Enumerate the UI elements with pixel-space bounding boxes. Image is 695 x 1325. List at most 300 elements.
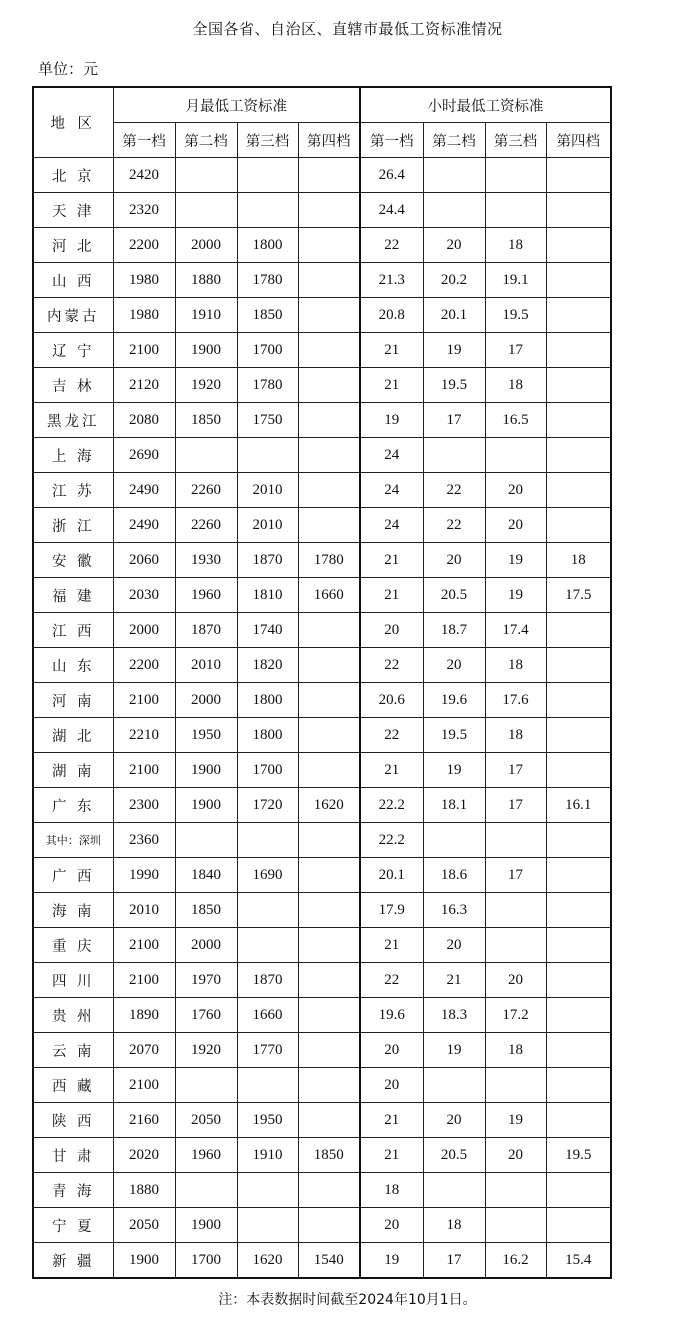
hourly-tier-3-cell — [485, 193, 546, 228]
hourly-tier-4-cell — [546, 1208, 611, 1243]
table-row — [33, 263, 611, 298]
hourly-tier-3-cell — [485, 438, 546, 473]
region-cell: 辽 宁 — [33, 333, 113, 368]
monthly-tier-1-cell: 2690 — [113, 438, 175, 473]
hourly-tier-2-cell: 18 — [423, 1208, 485, 1243]
table-row — [33, 823, 611, 858]
region-cell: 北 京 — [33, 158, 113, 193]
hourly-tier-3-cell: 17 — [485, 333, 546, 368]
monthly-tier-4-cell — [298, 858, 360, 893]
region-cell: 广 东 — [33, 788, 113, 823]
monthly-tier-2-cell: 1920 — [175, 368, 237, 403]
hourly-tier-1-cell: 19 — [360, 1243, 423, 1279]
monthly-tier-3-cell — [237, 1068, 298, 1103]
monthly-tier-3-cell: 1660 — [237, 998, 298, 1033]
monthly-tier-3-cell — [237, 158, 298, 193]
hourly-tier-4-cell — [546, 158, 611, 193]
monthly-tier-3-cell: 1850 — [237, 298, 298, 333]
hourly-tier-3-cell: 19.1 — [485, 263, 546, 298]
monthly-tier-1-cell: 2100 — [113, 963, 175, 998]
hourly-tier-1-cell: 20 — [360, 1033, 423, 1068]
hourly-tier-1-cell: 17.9 — [360, 893, 423, 928]
hourly-tier-4-cell — [546, 963, 611, 998]
table-row — [33, 753, 611, 788]
hourly-tier-2-cell — [423, 1173, 485, 1208]
region-cell: 青 海 — [33, 1173, 113, 1208]
monthly-tier-1-cell: 2100 — [113, 333, 175, 368]
hourly-tier-1-cell: 22.2 — [360, 788, 423, 823]
hourly-tier-4-cell: 15.4 — [546, 1243, 611, 1279]
hourly-tier-3-cell: 17 — [485, 753, 546, 788]
monthly-tier-1-cell: 2010 — [113, 893, 175, 928]
region-cell: 江 苏 — [33, 473, 113, 508]
monthly-tier-2-cell: 1880 — [175, 263, 237, 298]
monthly-tier-1-cell: 2100 — [113, 928, 175, 963]
hourly-tier-2-cell: 21 — [423, 963, 485, 998]
monthly-tier-3-cell: 1820 — [237, 648, 298, 683]
monthly-tier-2-cell: 1920 — [175, 1033, 237, 1068]
hourly-tier-1-header: 第一档 — [360, 123, 423, 158]
monthly-tier-3-cell — [237, 893, 298, 928]
hourly-tier-2-cell: 18.3 — [423, 998, 485, 1033]
monthly-tier-1-cell: 1890 — [113, 998, 175, 1033]
monthly-tier-2-cell — [175, 1173, 237, 1208]
hourly-tier-2-cell: 19 — [423, 1033, 485, 1068]
minimum-wage-table — [32, 86, 612, 1279]
monthly-tier-3-cell — [237, 928, 298, 963]
monthly-tier-1-cell: 1880 — [113, 1173, 175, 1208]
monthly-tier-4-cell — [298, 963, 360, 998]
monthly-tier-4-cell — [298, 473, 360, 508]
hourly-tier-2-cell — [423, 823, 485, 858]
hourly-tier-1-cell: 24 — [360, 438, 423, 473]
hourly-tier-3-cell — [485, 1208, 546, 1243]
hourly-tier-2-cell: 22 — [423, 508, 485, 543]
monthly-tier-2-cell: 2000 — [175, 683, 237, 718]
hourly-tier-2-cell: 20 — [423, 648, 485, 683]
region-cell: 重 庆 — [33, 928, 113, 963]
region-cell: 上 海 — [33, 438, 113, 473]
hourly-tier-3-cell: 18 — [485, 718, 546, 753]
monthly-tier-3-cell: 1740 — [237, 613, 298, 648]
hourly-tier-4-cell — [546, 403, 611, 438]
monthly-tier-4-cell — [298, 158, 360, 193]
monthly-tier-4-cell: 1540 — [298, 1243, 360, 1279]
monthly-tier-1-cell: 1900 — [113, 1243, 175, 1279]
monthly-tier-1-cell: 2100 — [113, 683, 175, 718]
hourly-tier-1-cell: 19 — [360, 403, 423, 438]
monthly-tier-3-cell: 1800 — [237, 718, 298, 753]
monthly-tier-2-cell — [175, 158, 237, 193]
hourly-tier-1-cell: 22.2 — [360, 823, 423, 858]
hourly-tier-4-cell — [546, 1033, 611, 1068]
hourly-tier-1-cell: 22 — [360, 648, 423, 683]
monthly-tier-3-cell: 1700 — [237, 753, 298, 788]
monthly-tier-1-cell: 1980 — [113, 263, 175, 298]
hourly-tier-2-cell: 22 — [423, 473, 485, 508]
footnote: 注：本表数据时间截至2024年10月1日。 — [218, 1292, 477, 1308]
monthly-tier-4-cell — [298, 508, 360, 543]
hourly-tier-2-cell: 17 — [423, 403, 485, 438]
monthly-tier-4-cell — [298, 298, 360, 333]
monthly-tier-4-cell — [298, 718, 360, 753]
monthly-tier-2-header: 第二档 — [175, 123, 237, 158]
hourly-tier-2-cell: 20 — [423, 228, 485, 263]
hourly-tier-4-cell — [546, 613, 611, 648]
hourly-tier-4-cell — [546, 368, 611, 403]
monthly-standard-header: 月最低工资标准 — [113, 87, 360, 123]
hourly-tier-4-cell — [546, 1103, 611, 1138]
hourly-tier-1-cell: 21 — [360, 543, 423, 578]
table-row — [33, 1103, 611, 1138]
monthly-tier-3-cell: 1700 — [237, 333, 298, 368]
monthly-tier-4-cell — [298, 1068, 360, 1103]
hourly-tier-4-cell — [546, 298, 611, 333]
monthly-tier-1-cell: 2200 — [113, 228, 175, 263]
table-row — [33, 928, 611, 963]
monthly-tier-2-cell: 2260 — [175, 473, 237, 508]
hourly-tier-3-cell: 18 — [485, 648, 546, 683]
monthly-tier-1-cell: 2490 — [113, 473, 175, 508]
hourly-tier-1-cell: 20.8 — [360, 298, 423, 333]
hourly-tier-3-cell — [485, 1173, 546, 1208]
monthly-tier-1-cell: 2420 — [113, 158, 175, 193]
hourly-tier-4-cell: 16.1 — [546, 788, 611, 823]
region-cell: 河 南 — [33, 683, 113, 718]
table-row — [33, 473, 611, 508]
table-row — [33, 683, 611, 718]
unit-label: 单位：元 — [38, 60, 99, 78]
header-group-row — [33, 87, 611, 123]
monthly-tier-2-cell: 1900 — [175, 788, 237, 823]
monthly-tier-1-cell: 2360 — [113, 823, 175, 858]
hourly-tier-1-cell: 24.4 — [360, 193, 423, 228]
hourly-tier-3-cell: 17.6 — [485, 683, 546, 718]
monthly-tier-4-cell — [298, 263, 360, 298]
hourly-tier-1-cell: 26.4 — [360, 158, 423, 193]
hourly-tier-3-cell — [485, 893, 546, 928]
monthly-tier-1-cell: 2320 — [113, 193, 175, 228]
monthly-tier-4-cell — [298, 823, 360, 858]
monthly-tier-3-cell: 1690 — [237, 858, 298, 893]
monthly-tier-3-cell — [237, 438, 298, 473]
hourly-tier-4-cell — [546, 263, 611, 298]
monthly-tier-3-cell: 1770 — [237, 1033, 298, 1068]
hourly-tier-4-cell: 17.5 — [546, 578, 611, 613]
hourly-tier-4-cell — [546, 928, 611, 963]
monthly-tier-3-cell — [237, 823, 298, 858]
hourly-tier-1-cell: 21 — [360, 753, 423, 788]
hourly-tier-1-cell: 24 — [360, 508, 423, 543]
monthly-tier-4-cell — [298, 893, 360, 928]
hourly-tier-4-cell — [546, 718, 611, 753]
table-row — [33, 893, 611, 928]
hourly-tier-3-cell: 20 — [485, 1138, 546, 1173]
table-row — [33, 543, 611, 578]
monthly-tier-1-cell: 2160 — [113, 1103, 175, 1138]
hourly-tier-1-cell: 21 — [360, 368, 423, 403]
hourly-tier-2-cell: 20.5 — [423, 1138, 485, 1173]
monthly-tier-2-cell: 1900 — [175, 333, 237, 368]
hourly-tier-4-cell — [546, 473, 611, 508]
hourly-tier-3-cell: 18 — [485, 368, 546, 403]
hourly-tier-2-cell: 20 — [423, 928, 485, 963]
hourly-tier-1-cell: 20 — [360, 613, 423, 648]
monthly-tier-4-cell — [298, 1208, 360, 1243]
hourly-tier-1-cell: 22 — [360, 963, 423, 998]
monthly-tier-2-cell: 1960 — [175, 578, 237, 613]
table-row — [33, 1068, 611, 1103]
hourly-tier-1-cell: 20 — [360, 1068, 423, 1103]
monthly-tier-3-cell: 2010 — [237, 473, 298, 508]
region-cell: 广 西 — [33, 858, 113, 893]
monthly-tier-4-cell — [298, 403, 360, 438]
region-cell: 甘 肃 — [33, 1138, 113, 1173]
hourly-tier-1-cell: 21 — [360, 578, 423, 613]
table-row — [33, 578, 611, 613]
monthly-tier-4-cell — [298, 333, 360, 368]
monthly-tier-2-cell: 1850 — [175, 893, 237, 928]
monthly-tier-1-cell: 2100 — [113, 753, 175, 788]
hourly-tier-1-cell: 21 — [360, 928, 423, 963]
region-cell: 江 西 — [33, 613, 113, 648]
hourly-tier-3-header: 第三档 — [485, 123, 546, 158]
table-body — [33, 158, 611, 1279]
region-cell: 云 南 — [33, 1033, 113, 1068]
hourly-tier-1-cell: 20.6 — [360, 683, 423, 718]
hourly-tier-1-cell: 21 — [360, 333, 423, 368]
monthly-tier-2-cell: 1960 — [175, 1138, 237, 1173]
hourly-tier-2-cell: 17 — [423, 1243, 485, 1279]
hourly-tier-3-cell: 19.5 — [485, 298, 546, 333]
table-row — [33, 298, 611, 333]
table-row — [33, 1243, 611, 1279]
region-cell: 湖 北 — [33, 718, 113, 753]
monthly-tier-1-cell: 2030 — [113, 578, 175, 613]
region-cell: 山 东 — [33, 648, 113, 683]
monthly-tier-4-header: 第四档 — [298, 123, 360, 158]
hourly-tier-3-cell: 18 — [485, 228, 546, 263]
hourly-tier-1-cell: 20 — [360, 1208, 423, 1243]
header-tier-row — [33, 123, 611, 158]
hourly-tier-1-cell: 18 — [360, 1173, 423, 1208]
monthly-tier-2-cell: 1950 — [175, 718, 237, 753]
hourly-tier-3-cell: 20 — [485, 963, 546, 998]
hourly-tier-4-cell — [546, 648, 611, 683]
hourly-tier-4-header: 第四档 — [546, 123, 611, 158]
monthly-tier-3-cell: 1780 — [237, 368, 298, 403]
monthly-tier-4-cell — [298, 613, 360, 648]
hourly-tier-1-cell: 21.3 — [360, 263, 423, 298]
table-row — [33, 963, 611, 998]
hourly-tier-2-header: 第二档 — [423, 123, 485, 158]
monthly-tier-3-cell: 1620 — [237, 1243, 298, 1279]
monthly-tier-4-cell: 1660 — [298, 578, 360, 613]
monthly-tier-3-cell — [237, 193, 298, 228]
hourly-tier-4-cell — [546, 998, 611, 1033]
monthly-tier-4-cell — [298, 1103, 360, 1138]
hourly-tier-3-cell — [485, 1068, 546, 1103]
hourly-tier-4-cell — [546, 753, 611, 788]
hourly-tier-4-cell — [546, 893, 611, 928]
monthly-tier-1-cell: 2490 — [113, 508, 175, 543]
monthly-tier-4-cell — [298, 928, 360, 963]
hourly-tier-1-cell: 21 — [360, 1103, 423, 1138]
table-row — [33, 613, 611, 648]
region-cell: 四 川 — [33, 963, 113, 998]
monthly-tier-1-cell: 2100 — [113, 1068, 175, 1103]
hourly-tier-4-cell — [546, 1068, 611, 1103]
hourly-tier-3-cell — [485, 158, 546, 193]
hourly-tier-3-cell: 20 — [485, 508, 546, 543]
monthly-tier-3-cell: 1720 — [237, 788, 298, 823]
table-row — [33, 158, 611, 193]
region-cell: 福 建 — [33, 578, 113, 613]
monthly-tier-1-cell: 2000 — [113, 613, 175, 648]
monthly-tier-3-cell: 1810 — [237, 578, 298, 613]
monthly-tier-2-cell: 2010 — [175, 648, 237, 683]
region-cell: 西 藏 — [33, 1068, 113, 1103]
hourly-tier-2-cell: 20.2 — [423, 263, 485, 298]
monthly-tier-1-header: 第一档 — [113, 123, 175, 158]
monthly-tier-1-cell: 1980 — [113, 298, 175, 333]
region-cell: 天 津 — [33, 193, 113, 228]
monthly-tier-3-cell: 1750 — [237, 403, 298, 438]
monthly-tier-2-cell: 2050 — [175, 1103, 237, 1138]
monthly-tier-2-cell: 1910 — [175, 298, 237, 333]
hourly-tier-1-cell: 24 — [360, 473, 423, 508]
table-row — [33, 403, 611, 438]
table-row — [33, 1208, 611, 1243]
monthly-tier-2-cell: 1850 — [175, 403, 237, 438]
hourly-tier-4-cell — [546, 1173, 611, 1208]
region-cell: 贵 州 — [33, 998, 113, 1033]
monthly-tier-4-cell — [298, 753, 360, 788]
monthly-tier-2-cell: 2260 — [175, 508, 237, 543]
region-cell: 山 西 — [33, 263, 113, 298]
hourly-tier-3-cell: 17.2 — [485, 998, 546, 1033]
hourly-tier-3-cell: 19 — [485, 1103, 546, 1138]
hourly-tier-3-cell: 16.2 — [485, 1243, 546, 1279]
table-row — [33, 718, 611, 753]
table-row — [33, 438, 611, 473]
monthly-tier-3-cell: 1800 — [237, 228, 298, 263]
table-row — [33, 788, 611, 823]
monthly-tier-4-cell — [298, 1173, 360, 1208]
monthly-tier-1-cell: 2060 — [113, 543, 175, 578]
region-cell: 其中：深圳 — [33, 823, 113, 858]
monthly-tier-1-cell: 2080 — [113, 403, 175, 438]
hourly-tier-3-cell: 19 — [485, 578, 546, 613]
hourly-tier-4-cell — [546, 438, 611, 473]
monthly-tier-2-cell — [175, 438, 237, 473]
monthly-tier-3-cell: 2010 — [237, 508, 298, 543]
monthly-tier-3-cell: 1870 — [237, 543, 298, 578]
monthly-tier-1-cell: 2300 — [113, 788, 175, 823]
monthly-tier-1-cell: 2120 — [113, 368, 175, 403]
monthly-tier-2-cell — [175, 823, 237, 858]
hourly-tier-2-cell — [423, 193, 485, 228]
region-cell: 黑龙江 — [33, 403, 113, 438]
hourly-tier-2-cell: 19.5 — [423, 368, 485, 403]
hourly-tier-4-cell — [546, 508, 611, 543]
table-row — [33, 1173, 611, 1208]
monthly-tier-1-cell: 2070 — [113, 1033, 175, 1068]
region-cell: 宁 夏 — [33, 1208, 113, 1243]
monthly-tier-2-cell: 1700 — [175, 1243, 237, 1279]
region-cell: 浙 江 — [33, 508, 113, 543]
monthly-tier-4-cell — [298, 368, 360, 403]
hourly-tier-2-cell: 20.1 — [423, 298, 485, 333]
monthly-tier-3-cell: 1910 — [237, 1138, 298, 1173]
monthly-tier-1-cell: 2200 — [113, 648, 175, 683]
region-cell: 陕 西 — [33, 1103, 113, 1138]
monthly-tier-2-cell: 1840 — [175, 858, 237, 893]
table-row — [33, 858, 611, 893]
table-row — [33, 648, 611, 683]
hourly-tier-3-cell — [485, 823, 546, 858]
hourly-tier-2-cell: 20 — [423, 1103, 485, 1138]
monthly-tier-3-cell: 1800 — [237, 683, 298, 718]
region-cell: 海 南 — [33, 893, 113, 928]
table-row — [33, 368, 611, 403]
monthly-tier-4-cell — [298, 998, 360, 1033]
hourly-tier-2-cell — [423, 438, 485, 473]
monthly-tier-4-cell — [298, 438, 360, 473]
monthly-tier-3-cell — [237, 1208, 298, 1243]
monthly-tier-1-cell: 2020 — [113, 1138, 175, 1173]
hourly-tier-2-cell — [423, 1068, 485, 1103]
hourly-tier-2-cell: 19 — [423, 753, 485, 788]
monthly-tier-3-cell: 1780 — [237, 263, 298, 298]
table-row — [33, 1033, 611, 1068]
region-cell: 内蒙古 — [33, 298, 113, 333]
hourly-tier-2-cell: 18.6 — [423, 858, 485, 893]
hourly-standard-header: 小时最低工资标准 — [360, 87, 611, 123]
hourly-tier-3-cell: 20 — [485, 473, 546, 508]
monthly-tier-2-cell: 2000 — [175, 228, 237, 263]
hourly-tier-2-cell: 19 — [423, 333, 485, 368]
monthly-tier-2-cell: 1900 — [175, 753, 237, 788]
hourly-tier-3-cell: 17 — [485, 858, 546, 893]
hourly-tier-3-cell: 16.5 — [485, 403, 546, 438]
monthly-tier-4-cell: 1850 — [298, 1138, 360, 1173]
hourly-tier-1-cell: 22 — [360, 228, 423, 263]
hourly-tier-4-cell: 18 — [546, 543, 611, 578]
hourly-tier-2-cell: 16.3 — [423, 893, 485, 928]
monthly-tier-2-cell: 1760 — [175, 998, 237, 1033]
monthly-tier-2-cell — [175, 193, 237, 228]
monthly-tier-1-cell: 1990 — [113, 858, 175, 893]
hourly-tier-1-cell: 22 — [360, 718, 423, 753]
table-row — [33, 333, 611, 368]
hourly-tier-4-cell — [546, 683, 611, 718]
monthly-tier-2-cell: 1970 — [175, 963, 237, 998]
monthly-tier-4-cell: 1620 — [298, 788, 360, 823]
monthly-tier-3-header: 第三档 — [237, 123, 298, 158]
hourly-tier-2-cell: 18.1 — [423, 788, 485, 823]
hourly-tier-3-cell: 19 — [485, 543, 546, 578]
hourly-tier-4-cell: 19.5 — [546, 1138, 611, 1173]
table-row — [33, 228, 611, 263]
table-row — [33, 1138, 611, 1173]
hourly-tier-3-cell: 17 — [485, 788, 546, 823]
monthly-tier-4-cell — [298, 683, 360, 718]
hourly-tier-1-cell: 21 — [360, 1138, 423, 1173]
table-row — [33, 508, 611, 543]
table-row — [33, 998, 611, 1033]
hourly-tier-1-cell: 20.1 — [360, 858, 423, 893]
